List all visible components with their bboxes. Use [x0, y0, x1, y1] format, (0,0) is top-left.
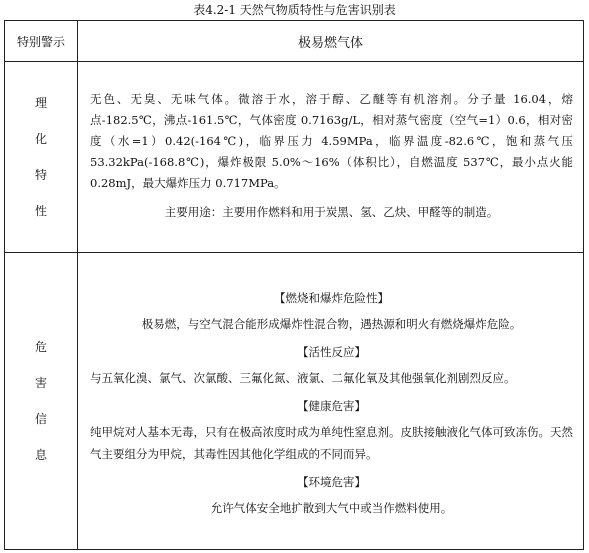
- physical-label-char: 理: [34, 96, 47, 110]
- hazard-label: [5, 253, 78, 550]
- physical-row: [5, 62, 584, 253]
- physical-label-char: 特: [34, 168, 47, 182]
- section-body-environment: 允许气体安全地扩散到大气中或当作燃料使用。: [210, 501, 453, 515]
- physical-content: [78, 62, 584, 253]
- section-body-reactivity: 与五氧化溴、氯气、次氯酸、三氟化氮、液氯、二氟化氧及其他强氧化剂剧烈反应。: [90, 371, 516, 385]
- hazard-content: [78, 253, 584, 550]
- main-use-text: 主要用途：主要用作燃料和用于炭黑、氢、乙炔、甲醛等的制造。: [164, 205, 499, 219]
- physical-properties-text: 无色、无臭、无味气体。微溶于水，溶于醇、乙醚等有机溶剂。分子量 16.04，熔点-182.5℃，沸点-161.5℃，气体密度 0.7163g/L，相对蒸气密度（空气=1）0.6，相对密度（水=1）0.42(-164℃)，临界压力 4.59MPa，临界温度-82.6℃，饱和蒸气压 53.32kPa(-168.8℃)，爆炸极限 5.0%～16%（体积比），自燃温度 537℃，最小点火能 0.28mJ，最大爆炸压力 0.717MPa。: [90, 92, 573, 190]
- section-title-environment: 【环境危害】: [297, 475, 366, 489]
- header-right-cell: 极易燃气体: [78, 21, 584, 62]
- hazard-label-char: 信: [34, 412, 47, 426]
- section-body-combustion: 极易燃，与空气混合能形成爆炸性混合物，遇热源和明火有燃烧爆炸危险。: [141, 317, 522, 331]
- header-left-cell: 特别警示: [5, 21, 78, 62]
- hazard-label-char: 害: [34, 376, 47, 390]
- hazard-label-char: 息: [34, 448, 47, 462]
- section-body-health: 纯甲烷对人基本无毒，只有在极高浓度时成为单纯性窒息剂。皮肤接触液化气体可致冻伤。天然气主要组分为甲烷，其毒性因其他化学组成的不同而异。: [90, 425, 573, 461]
- hazard-table: [4, 20, 584, 550]
- section-title-reactivity: 【活性反应】: [297, 345, 366, 359]
- section-title-health: 【健康危害】: [297, 399, 366, 413]
- physical-label-char: 化: [34, 132, 47, 146]
- section-title-combustion: 【燃烧和爆炸危险性】: [274, 291, 389, 305]
- hazard-row: [5, 253, 584, 550]
- table-caption: 表4.2-1 天然气物质特性与危害识别表: [193, 3, 396, 17]
- hazard-label-char: 危: [34, 340, 47, 354]
- physical-label: [5, 62, 78, 253]
- physical-label-char: 性: [34, 204, 47, 218]
- header-row: [5, 21, 584, 62]
